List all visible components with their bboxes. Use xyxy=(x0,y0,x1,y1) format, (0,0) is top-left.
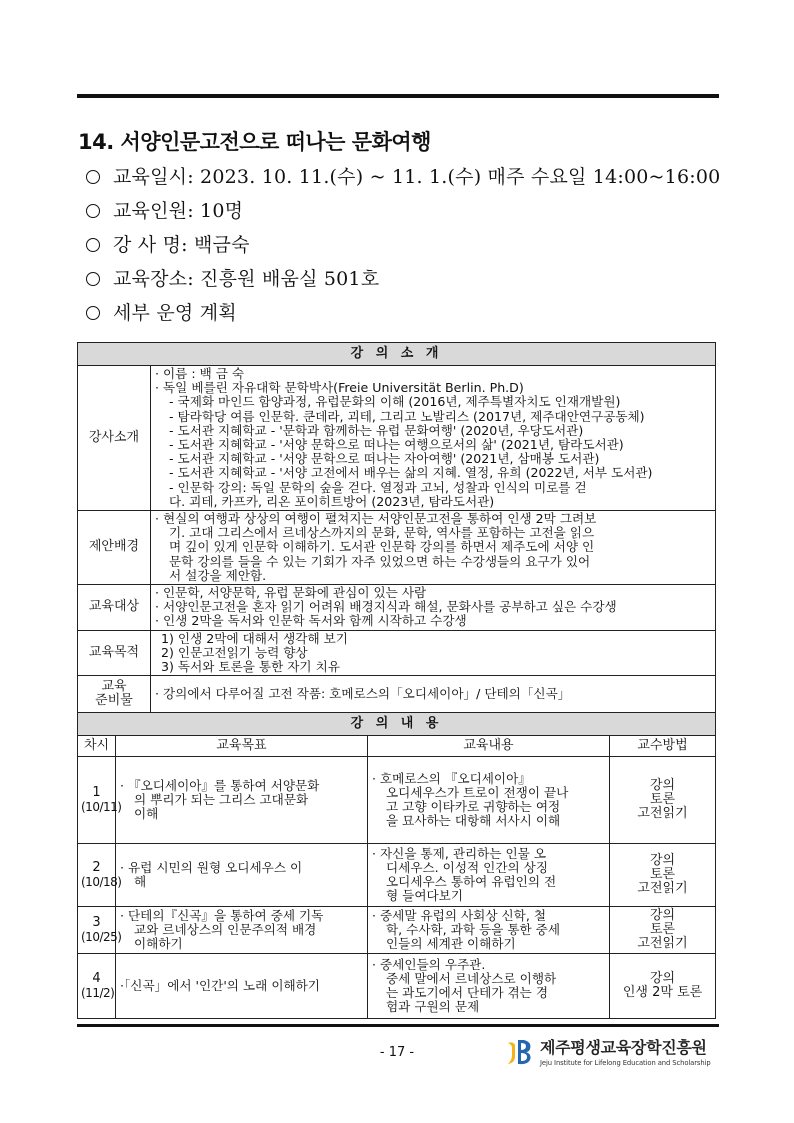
circle-bullet-icon xyxy=(86,170,100,184)
page-number: - 17 - xyxy=(379,1045,415,1060)
column-header-row xyxy=(78,736,716,757)
purpose-line: 2) 인문고전읽기 능력 향상 xyxy=(161,645,308,660)
top-rule xyxy=(77,94,719,98)
column-header: 교수방법 xyxy=(610,736,716,757)
session-content: · 자신을 통제, 관리하는 인물 오 디세우스. 이성적 인간의 상징 오디세우스 통하여 유럽인의 전 형 들여다보기 xyxy=(368,844,610,907)
bottom-rule xyxy=(77,1024,719,1027)
session-row xyxy=(78,907,716,954)
org-name-korean: 제주평생교육장학진흥원 xyxy=(540,1038,707,1057)
target-content xyxy=(151,585,716,631)
session-row xyxy=(78,954,716,1019)
org-name xyxy=(540,1035,711,1067)
session-method: 강의 인생 2막 토론 xyxy=(610,954,716,1019)
target-line: · 서양인문고전을 혼자 읽기 어려워 배경지식과 해설, 문화사를 공부하고 싶은 수강생 xyxy=(155,600,617,615)
intro-header: 강 의 소 개 xyxy=(78,343,716,366)
instructor-line: - 도서관 지혜학교 - '서양 고전에서 배우는 삶의 지혜. 열정, 유희 (2022년, 서부 도서관) xyxy=(169,466,653,481)
materials-row xyxy=(78,676,716,713)
background-line: 며 깊이 있게 인문학 이해하기. 도서관 인문학 강의를 하면서 제주도에 서양 인 xyxy=(169,540,595,555)
circle-bullet-icon xyxy=(86,238,100,252)
session-content: · 호메로스의 『오디세이아』 오디세우스가 트로이 전쟁이 끝나 고 고향 이타카로 귀향하는 여정 을 묘사하는 대항해 서사시 이해 xyxy=(368,757,610,844)
circle-bullet-icon xyxy=(86,272,100,286)
info-bullet-list xyxy=(86,160,720,330)
background-line: · 현실의 여행과 상상의 여행이 펼쳐지는 서양인문고전을 통하여 인생 2막 그려보 xyxy=(155,512,597,527)
instructor-line: - 도서관 지혜학교 - '서양 문학으로 떠나는 여행으로서의 삶' (2021년, 탐라도서관) xyxy=(169,438,624,453)
target-line: · 인생 2막을 독서와 인문학 독서와 함께 시작하고 수강생 xyxy=(155,614,467,629)
column-header: 교육목표 xyxy=(116,736,368,757)
instructor-line: - 도서관 지혜학교 - '문학과 함께하는 유럽 문화여행' (2020년, 우당도서관) xyxy=(169,423,584,438)
session-content: · 중세인들의 우주관. 중세 말에서 르네상스로 이행하 는 과도기에서 단테가 겪는 경 험과 구원의 문제 xyxy=(368,954,610,1019)
session-method: 강의 토론 고전읽기 xyxy=(610,844,716,907)
course-plan-table xyxy=(77,342,716,1019)
purpose-line: 3) 독서와 토론을 통한 자기 치유 xyxy=(161,660,340,675)
bullet-schedule: 교육일시: 2023. 10. 11.(수) ~ 11. 1.(수) 매주 수요일 14:00~16:00 xyxy=(86,160,720,194)
instructor-line: · 독일 베를린 자유대학 문학박사(Freie Universität Berlin. Ph.D) xyxy=(155,381,524,396)
content-header-row xyxy=(78,713,716,736)
instructor-line: · 이름 : 백 금 숙 xyxy=(155,367,245,381)
bullet-plan: 세부 운영 계획 xyxy=(86,296,720,330)
column-header: 교육내용 xyxy=(368,736,610,757)
session-row xyxy=(78,757,716,844)
background-content xyxy=(151,511,716,585)
purpose-label: 교육목적 xyxy=(78,630,151,676)
session-number: 4 (11/2) xyxy=(78,954,116,1019)
materials-label: 교육 준비물 xyxy=(78,676,151,713)
instructor-row xyxy=(78,366,716,511)
circle-bullet-icon xyxy=(86,306,100,320)
session-goal: · 유럽 시민의 원형 오디세우스 이 해 xyxy=(116,844,368,907)
background-line: 문학 강의를 들을 수 있는 기회가 자주 있었으면 하는 수강생들의 요구가 있어 xyxy=(169,554,591,569)
session-number: 3 (10/25) xyxy=(78,907,116,954)
session-goal: · 단테의『신곡』을 통하여 중세 기독 교와 르네상스의 인문주의적 배경 이해하기 xyxy=(116,907,368,954)
session-number: 2 (10/18) xyxy=(78,844,116,907)
background-label: 제안배경 xyxy=(78,511,151,585)
session-goal: ·「신곡」에서 '인간'의 노래 이해하기 xyxy=(116,954,368,1019)
instructor-label: 강사소개 xyxy=(78,366,151,511)
instructor-line: - 도서관 지혜학교 - '서양 문학으로 떠나는 자아여행' (2021년, 삼매봉 도서관) xyxy=(169,452,600,467)
section-title: 14. 서양인문고전으로 떠나는 문화여행 xyxy=(78,130,431,154)
instructor-line: 다. 괴테, 카프카, 리온 포이히트방어 (2023년, 탐라도서관) xyxy=(169,494,495,509)
circle-bullet-icon xyxy=(86,204,100,218)
session-content: · 중세말 유럽의 사회상 신학, 철 학, 수사학, 과학 등을 통한 중세 인들의 세계관 이해하기 xyxy=(368,907,610,954)
org-emblem-icon xyxy=(504,1036,534,1066)
purpose-line: 1) 인생 2막에 대해서 생각해 보기 xyxy=(161,631,348,646)
bullet-location: 교육장소: 진흥원 배움실 501호 xyxy=(86,262,720,296)
session-goal: · 『오디세이아』를 통하여 서양문화 의 뿌리가 되는 그리스 고대문화 이해 xyxy=(116,757,368,844)
target-line: · 인문학, 서양문학, 유럽 문화에 관심이 있는 사람 xyxy=(155,586,427,601)
target-label: 교육대상 xyxy=(78,585,151,631)
background-row xyxy=(78,511,716,585)
purpose-content xyxy=(151,630,716,676)
instructor-content xyxy=(151,366,716,511)
instructor-line: - 국제화 마인드 함양과정, 유럽문화의 이해 (2016년, 제주특별자치도 인재개발원) xyxy=(169,395,621,410)
session-method: 강의 토론 고전읽기 xyxy=(610,907,716,954)
instructor-line: - 인문학 강의: 독일 문학의 숲을 걷다. 열정과 고뇌, 성찰과 인식의 미로를 걷 xyxy=(169,480,587,495)
bullet-capacity: 교육인원: 10명 xyxy=(86,194,720,228)
purpose-row xyxy=(78,630,716,676)
bullet-instructor: 강 사 명: 백금숙 xyxy=(86,228,720,262)
org-name-english: Jeju Institute for Lifelong Education and Scholarship xyxy=(540,1059,711,1067)
column-header: 차시 xyxy=(78,736,116,757)
background-line: 기. 고대 그리스에서 르네상스까지의 문화, 문학, 역사를 포함하는 고전을 읽으 xyxy=(169,526,595,541)
org-logo xyxy=(504,1035,711,1067)
content-header: 강 의 내 용 xyxy=(78,713,716,736)
session-number: 1 (10/11) xyxy=(78,757,116,844)
materials-content: · 강의에서 다루어질 고전 작품: 호메로스의「오디세이아」/ 단테의「신곡」 xyxy=(151,676,716,713)
instructor-line: - 탐라학당 여름 인문학. 쿤데라, 괴테, 그리고 노발리스 (2017년, 제주대안연구공동체) xyxy=(169,409,645,424)
session-row xyxy=(78,844,716,907)
session-method: 강의 토론 고전읽기 xyxy=(610,757,716,844)
intro-header-row xyxy=(78,343,716,366)
background-line: 서 설강을 제안함. xyxy=(169,568,267,583)
target-row xyxy=(78,585,716,631)
